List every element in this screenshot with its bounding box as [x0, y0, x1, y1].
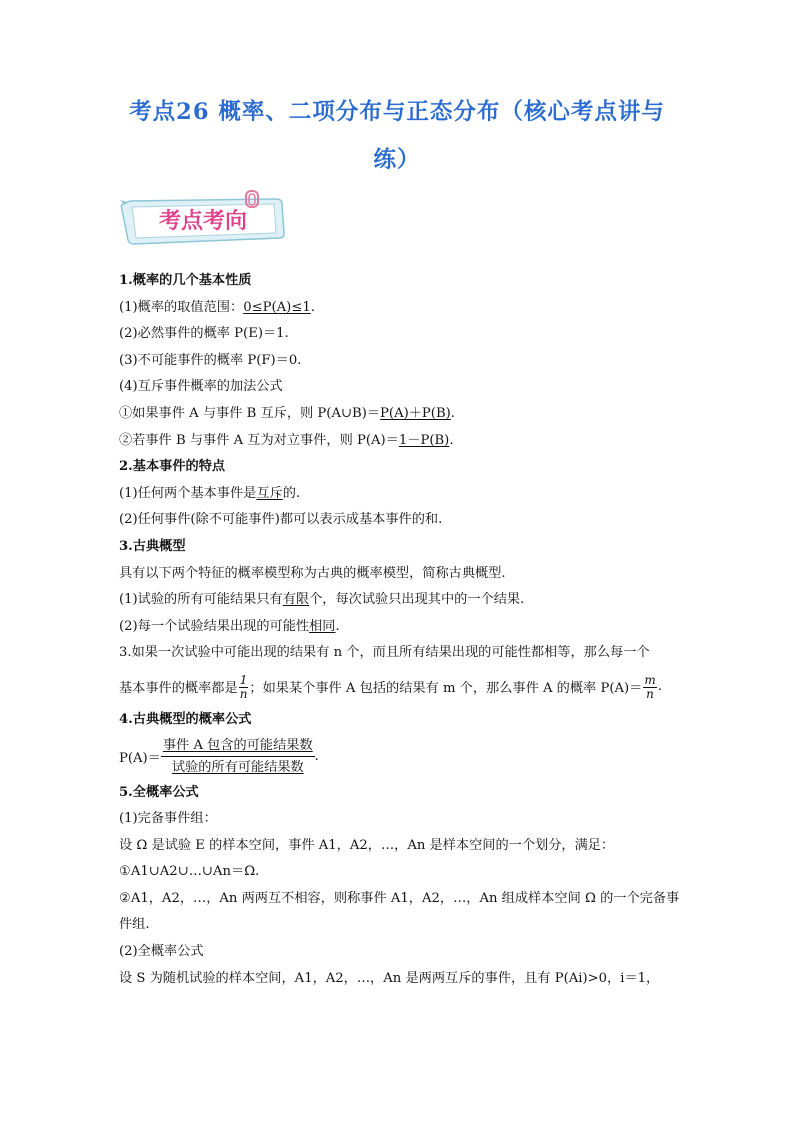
section-1-heading: 1.概率的几个基本性质	[119, 273, 252, 288]
section-3-heading: 3.古典概型	[119, 538, 186, 554]
s2-item-1: (1)任何两个基本事件是互斥的.	[119, 485, 301, 501]
page-title-line-2: 练）	[373, 147, 421, 173]
formula-fraction: $\frac{\text{事件 A 包含的可能结果数}}{\text{试验的所有可能结果数}}$	[162, 738, 313, 775]
fraction-1-over-n: $\frac{1}{n}$	[239, 672, 248, 701]
s1-item-2: (2)必然事件的概率 P(E)＝1.	[119, 326, 289, 342]
s3-item-5: 基本事件的概率都是 $\frac{1}{n}$ ；如果某个事件 A 包括的结果有 m 个，那么事件 A 的概率 P(A)＝ $\frac{m}{n}$ .	[119, 672, 662, 701]
s1-item-4: (4)互斥事件概率的加法公式	[119, 379, 283, 395]
s1-item-1: (1)概率的取值范围：0≤P(A)≤1.	[119, 299, 315, 315]
page-title-line-1: 考点26 概率、二项分布与正态分布（核心考点讲与	[129, 99, 665, 125]
s5-item-1: (1)完备事件组：	[119, 811, 217, 827]
s1-item-6: ②若事件 B 与事件 A 互为对立事件，则 P(A)＝1－P(B).	[119, 432, 454, 448]
section-banner	[118, 190, 288, 252]
section-5-heading: 5.全概率公式	[119, 784, 199, 800]
classical-probability-formula: P(A)＝ $\frac{\text{事件 A 包含的可能结果数}}{\text{试验的所有可能结果数}}$ .	[119, 738, 319, 775]
document-body	[119, 268, 679, 992]
fraction-m-over-n: $\frac{m}{n}$	[644, 672, 656, 701]
s3-item-2: (1)试验的所有可能结果只有有限个，每次试验只出现其中的一个结果.	[119, 592, 525, 608]
s1-item-3: (3)不可能事件的概率 P(F)＝0.	[119, 352, 302, 368]
s3-item-1: 具有以下两个特征的概率模型称为古典的概率模型，简称古典概型.	[119, 565, 506, 581]
section-4-heading: 4.古典概型的概率公式	[119, 711, 252, 727]
s1-item-5: ①如果事件 A 与事件 B 互斥，则 P(A∪B)＝P(A)＋P(B).	[119, 405, 455, 421]
page-title	[100, 88, 694, 184]
banner-label: 考点考向	[158, 209, 248, 234]
s2-item-2: (2)任何事件(除不可能事件)都可以表示成基本事件的和.	[119, 512, 443, 528]
s5-item-7: 设 S 为随机试验的样本空间，A1，A2，…，An 是两两互斥的事件，且有 P(Ai)>0，i＝1，	[119, 970, 660, 986]
s5-item-3: ①A1∪A2∪…∪An＝Ω.	[119, 864, 260, 880]
s5-item-6: (2)全概率公式	[119, 944, 204, 960]
s5-item-5: 件组.	[119, 917, 150, 933]
s5-item-4: ②A1，A2，…，An 两两互不相容，则称事件 A1，A2，…，An 组成样本空间 Ω 的一个完备事	[119, 890, 680, 906]
s5-item-2: 设 Ω 是试验 E 的样本空间，事件 A1，A2，…，An 是样本空间的一个划分，满足：	[119, 837, 615, 853]
s3-item-4: 3.如果一次试验中可能出现的结果有 n 个，而且所有结果出现的可能性都相等，那么每一个	[119, 645, 650, 661]
section-2-heading: 2.基本事件的特点	[119, 459, 226, 475]
s3-item-3: (2)每一个试验结果出现的可能性相同.	[119, 618, 340, 634]
